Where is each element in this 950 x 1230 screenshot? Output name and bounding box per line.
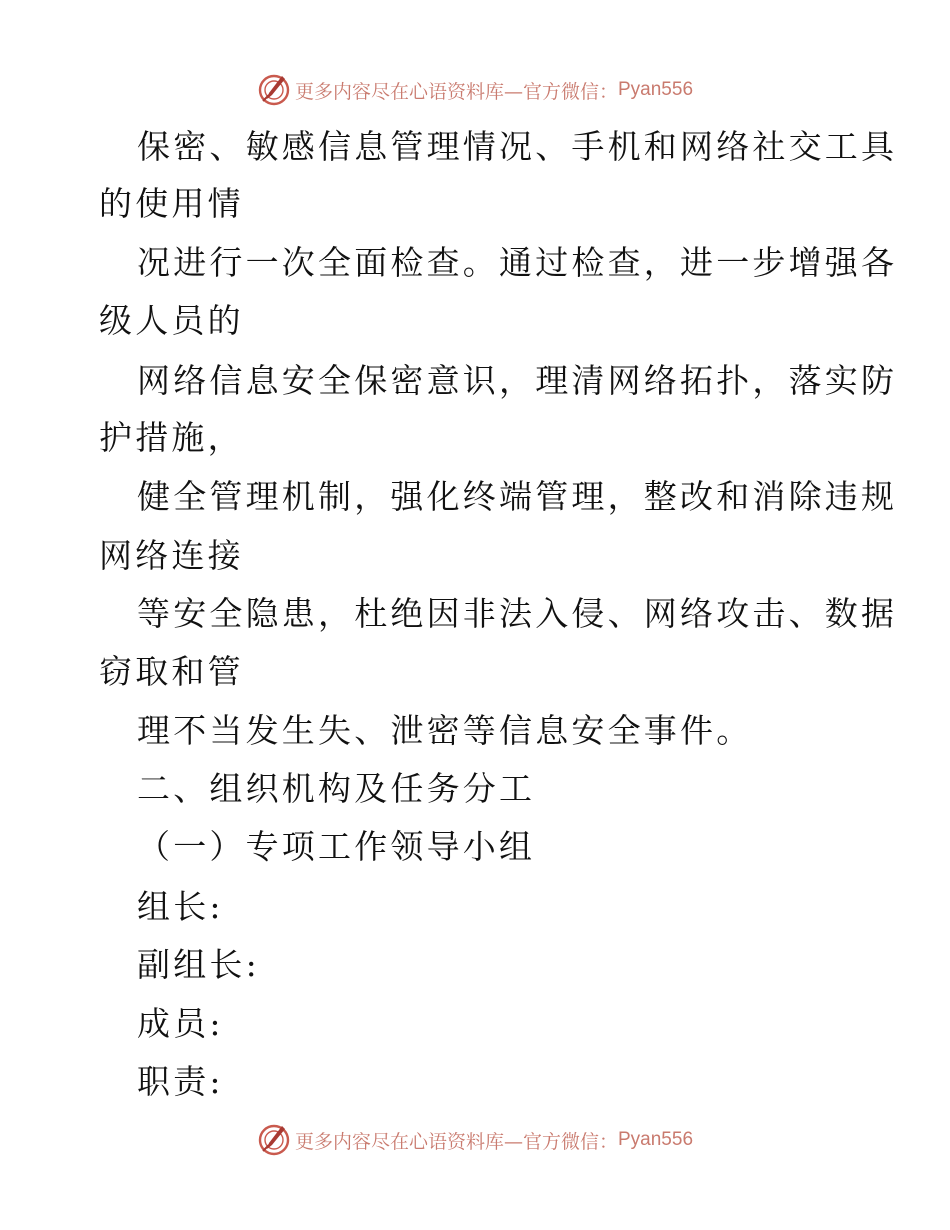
field-label-duties: 职责:	[137, 1062, 224, 1101]
paragraph-line: 的使用情	[99, 184, 244, 223]
watermark-text: 更多内容尽在心语资料库—官方微信：	[294, 1130, 618, 1153]
paragraph-line: 健全管理机制，强化终端管理，整改和消除违规	[137, 477, 898, 516]
field-label-deputy-leader: 副组长:	[137, 945, 260, 984]
subsection-heading: （一）专项工作领导小组	[137, 827, 536, 866]
field-label-leader: 组长:	[137, 887, 224, 926]
paragraph-line: 等安全隐患，杜绝因非法入侵、网络攻击、数据	[137, 594, 898, 633]
paragraph-line: 护措施，	[99, 418, 244, 457]
quill-pen-logo-icon	[257, 1123, 291, 1157]
paragraph-line: 级人员的	[99, 301, 244, 340]
paragraph-line: 理不当发生失、泄密等信息安全事件。	[137, 711, 753, 750]
watermark-wechat-id: Pyan556	[618, 1129, 694, 1150]
watermark-text: 更多内容尽在心语资料库—官方微信：	[294, 80, 618, 103]
watermark-wechat-id: Pyan556	[618, 79, 694, 100]
field-label-members: 成员:	[137, 1004, 224, 1043]
footer-watermark	[0, 1120, 950, 1160]
paragraph-line: 保密、敏感信息管理情况、手机和网络社交工具	[137, 127, 898, 166]
section-heading: 二、组织机构及任务分工	[137, 769, 536, 808]
paragraph-line: 网络信息安全保密意识，理清网络拓扑，落实防	[137, 361, 898, 400]
paragraph-line: 况进行一次全面检查。通过检查，进一步增强各	[137, 243, 898, 282]
paragraph-line: 网络连接	[99, 536, 244, 575]
paragraph-line: 窃取和管	[99, 652, 244, 691]
